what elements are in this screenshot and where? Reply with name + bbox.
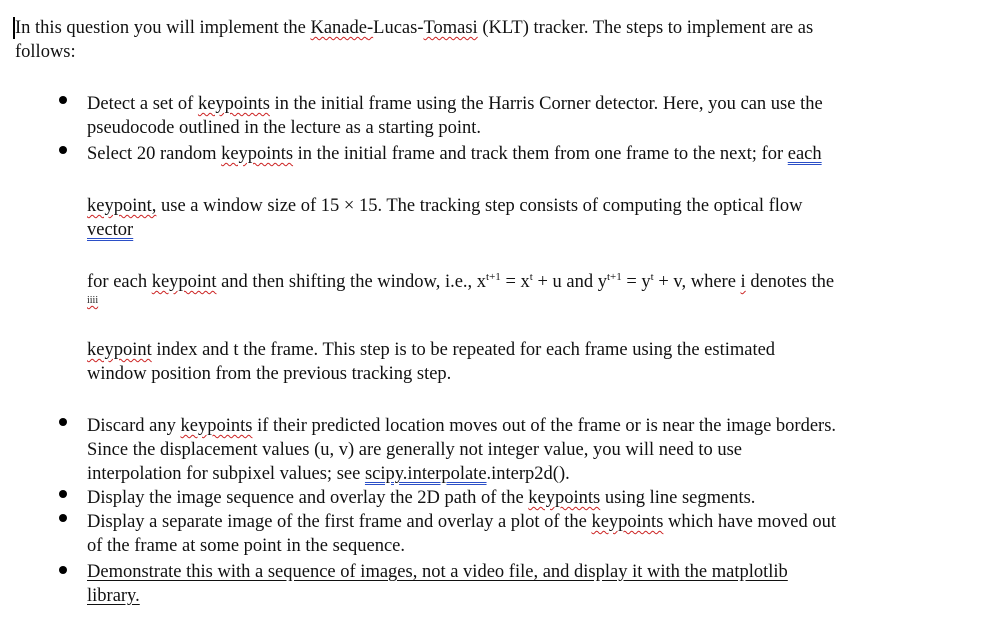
bullet-marker bbox=[57, 562, 71, 576]
bullet-3-line-1 bbox=[87, 414, 836, 438]
text: Select 20 random bbox=[87, 144, 222, 164]
text: = x bbox=[500, 272, 530, 292]
superscript: t bbox=[529, 271, 533, 283]
text: which have moved out bbox=[663, 512, 837, 532]
text: + u and y bbox=[532, 272, 607, 292]
spellcheck-word[interactable]: keypoints bbox=[197, 94, 270, 114]
text: + v, where bbox=[653, 272, 741, 292]
intro-text: Lucas- bbox=[373, 18, 424, 38]
text: denotes the bbox=[745, 272, 835, 292]
text: in the initial frame using the Harris Corner detector. Here, you can use the bbox=[269, 94, 823, 114]
bullet-2-line-2 bbox=[87, 194, 803, 218]
bullet-5-line-1 bbox=[87, 510, 836, 534]
bullet-2-line-6: window position from the previous tracking step. bbox=[87, 364, 452, 384]
scipy-interpolate-link[interactable]: scipy.interpolate bbox=[364, 464, 487, 484]
bullet-marker bbox=[57, 92, 71, 106]
superscript: t bbox=[650, 271, 654, 283]
spellcheck-word[interactable]: keypoints bbox=[591, 512, 664, 532]
text: interpolation for subpixel values; see bbox=[87, 464, 365, 484]
bullet-2-line-1 bbox=[87, 142, 822, 166]
intro-text: follows: bbox=[15, 42, 76, 62]
intro-text: (KLT) tracker. The steps to implement are as bbox=[477, 18, 814, 38]
text: using line segments. bbox=[600, 488, 756, 508]
superscript: t+1 bbox=[486, 271, 501, 283]
bullet-5-line-2: of the frame at some point in the sequence. bbox=[87, 536, 405, 556]
bullet-1-line-2: pseudocode outlined in the lecture as a starting point. bbox=[87, 118, 482, 138]
bullet-4-line-1 bbox=[87, 486, 755, 510]
bullet-marker bbox=[57, 414, 71, 428]
bullet-2-line-3 bbox=[87, 218, 133, 242]
intro-text: In this question you will implement the bbox=[15, 18, 311, 38]
spellcheck-word[interactable]: i bbox=[740, 272, 746, 292]
spellcheck-word[interactable]: keypoints bbox=[180, 416, 253, 436]
text: and then shifting the window, i.e., x bbox=[216, 272, 487, 292]
bullet-6-line-1: Demonstrate this with a sequence of images, not a video file, and display it with the matplotlib bbox=[87, 562, 788, 582]
text: Discard any bbox=[87, 416, 181, 436]
bullet-6-line-2: library. bbox=[87, 586, 140, 606]
bullet-marker bbox=[57, 510, 71, 524]
tiny-subscript-text: iiii bbox=[87, 295, 99, 306]
bullet-marker bbox=[57, 486, 71, 500]
bullet-2-line-5 bbox=[87, 338, 775, 362]
spellcheck-word[interactable]: keypoint bbox=[151, 272, 217, 292]
bullet-2-line-4 bbox=[87, 270, 834, 294]
text: Detect a set of bbox=[87, 94, 198, 114]
bullet-marker bbox=[57, 142, 71, 156]
text: index and t the frame. This step is to be repeated for each frame using the estimated bbox=[151, 340, 776, 360]
spellcheck-word[interactable]: keypoints bbox=[528, 488, 601, 508]
text: .interp2d(). bbox=[486, 464, 570, 484]
spellcheck-word[interactable]: Kanade bbox=[310, 18, 367, 38]
spellcheck-word[interactable]: keypoint bbox=[87, 340, 152, 360]
grammar-word[interactable]: each bbox=[787, 144, 822, 164]
text: use a window size of 15 × 15. The tracking step consists of computing the optical flow bbox=[156, 196, 803, 216]
text: for each bbox=[87, 272, 152, 292]
intro-paragraph bbox=[15, 16, 965, 64]
spellcheck-word[interactable]: Tomasi bbox=[423, 18, 478, 38]
bullet-1-line-1 bbox=[87, 92, 823, 116]
text: in the initial frame and track them from one frame to the next; for bbox=[293, 144, 788, 164]
text: Display a separate image of the first frame and overlay a plot of the bbox=[87, 512, 592, 532]
text: Display the image sequence and overlay the 2D path of the bbox=[87, 488, 529, 508]
spellcheck-word[interactable]: - bbox=[366, 18, 374, 38]
superscript: t+1 bbox=[606, 271, 622, 283]
text: = y bbox=[621, 272, 651, 292]
bullet-3-line-3 bbox=[87, 462, 570, 486]
text: if their predicted location moves out of the frame or is near the image borders. bbox=[252, 416, 837, 436]
spellcheck-word[interactable]: keypoints bbox=[221, 144, 294, 164]
spellcheck-word[interactable]: keypoint, bbox=[87, 196, 157, 216]
bullet-3-line-2: Since the displacement values (u, v) are generally not integer value, you will need to use bbox=[87, 440, 742, 460]
grammar-word[interactable]: vector bbox=[87, 220, 134, 240]
